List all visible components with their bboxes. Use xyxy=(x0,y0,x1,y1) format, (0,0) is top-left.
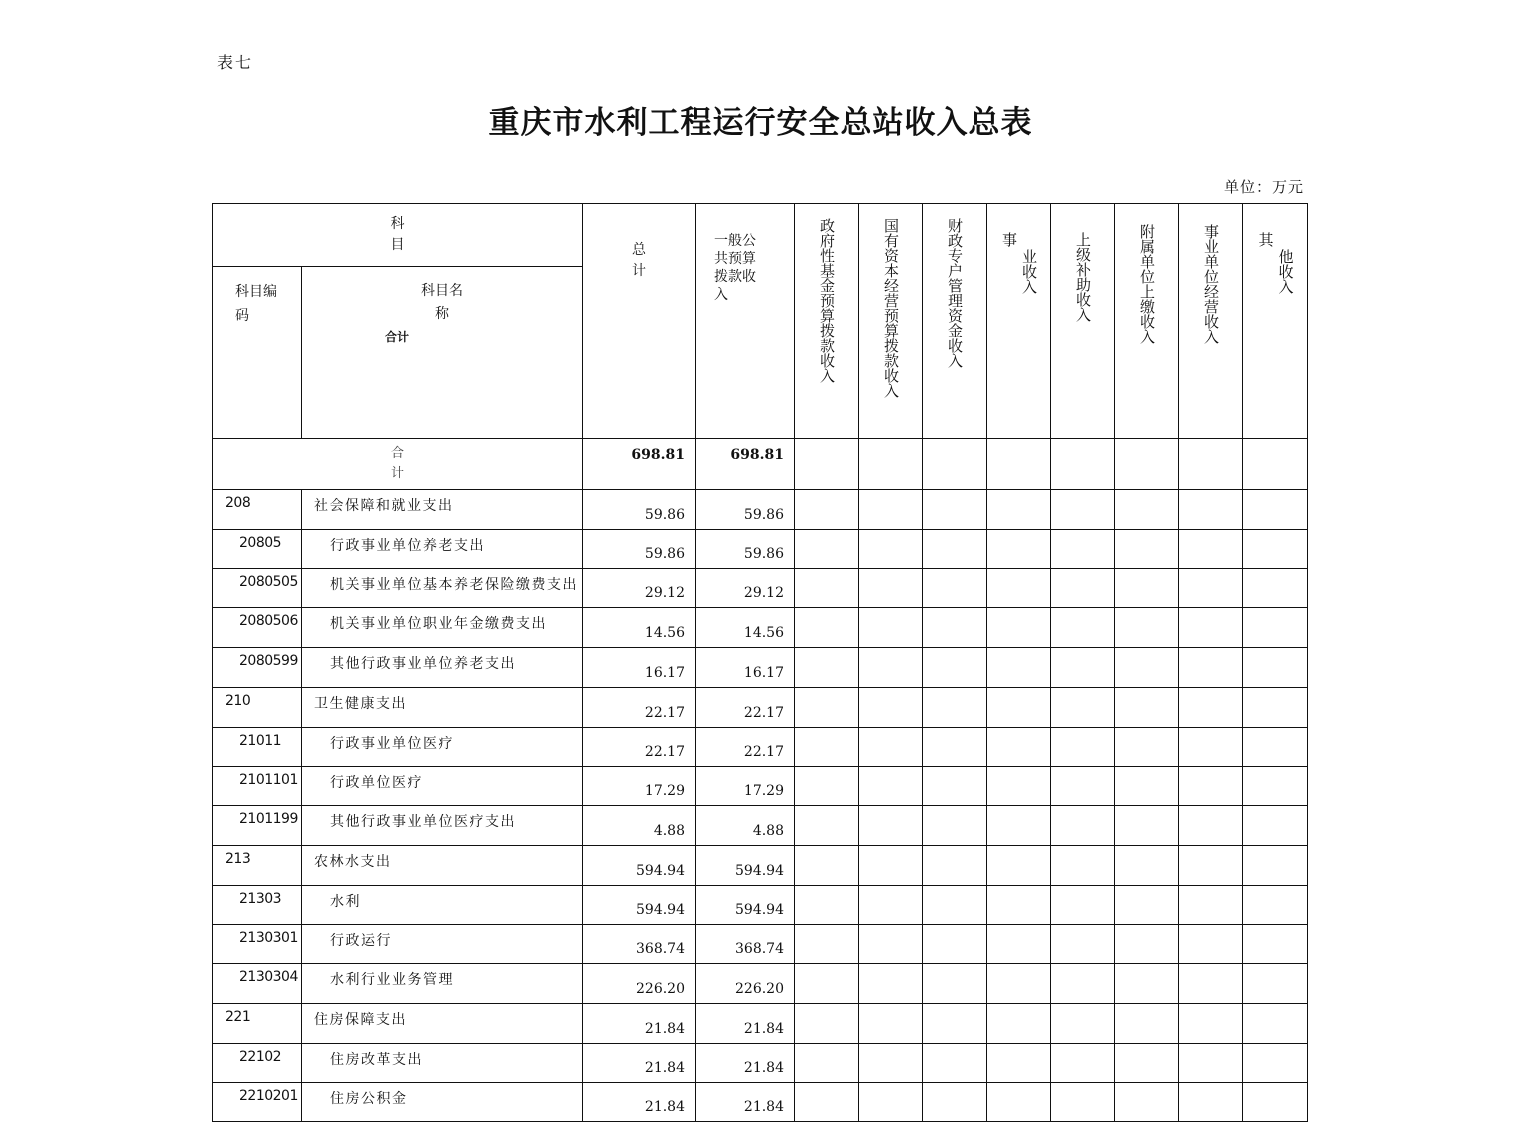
empty-cell xyxy=(987,530,1051,569)
empty-cell xyxy=(1243,846,1308,886)
empty-cell xyxy=(923,608,987,648)
empty-cell xyxy=(987,439,1051,490)
empty-cell xyxy=(859,648,923,688)
empty-cell xyxy=(987,767,1051,806)
code-header xyxy=(213,267,302,439)
subject-code: 2130304 xyxy=(213,964,302,1004)
empty-cell xyxy=(987,648,1051,688)
subject-code: 20805 xyxy=(213,530,302,569)
empty-cell xyxy=(1243,1004,1308,1044)
empty-cell xyxy=(1115,964,1179,1004)
empty-cell xyxy=(1115,886,1179,925)
empty-cell xyxy=(1051,569,1115,608)
empty-cell xyxy=(795,439,859,490)
table-row xyxy=(213,648,1308,688)
empty-cell xyxy=(859,490,923,530)
empty-cell xyxy=(1179,490,1243,530)
empty-cell xyxy=(987,569,1051,608)
empty-cell xyxy=(1115,1044,1179,1083)
empty-cell xyxy=(1115,806,1179,846)
business-ops-label: 事业单位经营收入 xyxy=(1202,224,1220,344)
empty-cell xyxy=(923,1004,987,1044)
empty-cell xyxy=(795,1083,859,1122)
empty-cell xyxy=(1243,569,1308,608)
state-capital-header xyxy=(859,204,923,439)
subject-name: 机关事业单位基本养老保险缴费支出 xyxy=(302,569,583,608)
empty-cell xyxy=(1179,530,1243,569)
gov-fund-label: 政府性基金预算拨款收入 xyxy=(818,218,836,383)
row-total: 368.74 xyxy=(583,925,696,964)
empty-cell xyxy=(795,806,859,846)
business-income-header xyxy=(987,204,1051,439)
subject-code: 2080599 xyxy=(213,648,302,688)
empty-cell xyxy=(1243,1083,1308,1122)
empty-cell xyxy=(1179,806,1243,846)
empty-cell xyxy=(1243,530,1308,569)
empty-cell xyxy=(1051,846,1115,886)
name-header-line1: 科目名 xyxy=(421,283,463,299)
subject-name: 行政单位医疗 xyxy=(302,767,583,806)
row-total: 21.84 xyxy=(583,1044,696,1083)
other-income-header xyxy=(1243,204,1308,439)
subject-name: 住房保障支出 xyxy=(302,1004,583,1044)
empty-cell xyxy=(859,688,923,728)
empty-cell xyxy=(1243,728,1308,767)
row-general-budget: 594.94 xyxy=(696,886,795,925)
empty-cell xyxy=(1051,806,1115,846)
row-total: 21.84 xyxy=(583,1004,696,1044)
empty-cell xyxy=(1243,648,1308,688)
empty-cell xyxy=(1051,530,1115,569)
empty-cell xyxy=(1179,1044,1243,1083)
empty-cell xyxy=(1115,688,1179,728)
empty-cell xyxy=(1051,925,1115,964)
empty-cell xyxy=(1243,1044,1308,1083)
income-summary-table xyxy=(212,203,1308,1122)
empty-cell xyxy=(1179,728,1243,767)
empty-cell xyxy=(1243,886,1308,925)
row-general-budget: 22.17 xyxy=(696,728,795,767)
empty-cell xyxy=(859,806,923,846)
empty-cell xyxy=(987,964,1051,1004)
empty-cell xyxy=(859,1083,923,1122)
total-header-line2: 计 xyxy=(632,263,646,279)
row-total: 17.29 xyxy=(583,767,696,806)
empty-cell xyxy=(987,608,1051,648)
empty-cell xyxy=(987,886,1051,925)
empty-cell xyxy=(987,846,1051,886)
empty-cell xyxy=(1115,648,1179,688)
empty-cell xyxy=(1051,1083,1115,1122)
code-header-line1: 科目编 xyxy=(235,284,277,300)
subject-code: 2101101 xyxy=(213,767,302,806)
empty-cell xyxy=(859,569,923,608)
empty-cell xyxy=(859,925,923,964)
table-row xyxy=(213,688,1308,728)
row-general-budget: 594.94 xyxy=(696,846,795,886)
subject-name: 社会保障和就业支出 xyxy=(302,490,583,530)
subject-name: 行政运行 xyxy=(302,925,583,964)
row-total: 22.17 xyxy=(583,728,696,767)
table-row xyxy=(213,530,1308,569)
page-title: 重庆市水利工程运行安全总站收入总表 xyxy=(488,105,1033,141)
table-row xyxy=(213,1083,1308,1122)
name-header-line3: 合计 xyxy=(384,330,409,344)
subject-name: 农林水支出 xyxy=(302,846,583,886)
general-budget-line2: 共预算 xyxy=(714,251,756,267)
empty-cell xyxy=(923,728,987,767)
row-general-budget: 21.84 xyxy=(696,1083,795,1122)
special-fund-header xyxy=(923,204,987,439)
subject-name: 卫生健康支出 xyxy=(302,688,583,728)
subject-code: 221 xyxy=(213,1004,302,1044)
empty-cell xyxy=(1179,688,1243,728)
empty-cell xyxy=(1115,767,1179,806)
subject-header-line2: 目 xyxy=(390,237,405,253)
total-row-label-line1: 合 xyxy=(390,446,404,461)
empty-cell xyxy=(859,846,923,886)
empty-cell xyxy=(987,925,1051,964)
subject-code: 22102 xyxy=(213,1044,302,1083)
special-fund-label: 财政专户管理资金收入 xyxy=(946,218,964,368)
table-row xyxy=(213,1004,1308,1044)
empty-cell xyxy=(1115,490,1179,530)
empty-cell xyxy=(1115,569,1179,608)
row-general-budget: 16.17 xyxy=(696,648,795,688)
empty-cell xyxy=(795,846,859,886)
subject-code: 2080506 xyxy=(213,608,302,648)
empty-cell xyxy=(1243,964,1308,1004)
empty-cell xyxy=(859,1044,923,1083)
total-row-label xyxy=(213,439,583,490)
table-row xyxy=(213,569,1308,608)
row-total: 21.84 xyxy=(583,1083,696,1122)
table-row xyxy=(213,490,1308,530)
subject-code: 2101199 xyxy=(213,806,302,846)
row-total: 22.17 xyxy=(583,688,696,728)
superior-subsidy-header xyxy=(1051,204,1115,439)
empty-cell xyxy=(923,806,987,846)
row-general-budget: 17.29 xyxy=(696,767,795,806)
subject-name: 机关事业单位职业年金缴费支出 xyxy=(302,608,583,648)
state-capital-label: 国有资本经营预算拨款收入 xyxy=(882,218,900,398)
row-general-budget: 21.84 xyxy=(696,1044,795,1083)
empty-cell xyxy=(923,648,987,688)
empty-cell xyxy=(1115,439,1179,490)
row-general-budget: 21.84 xyxy=(696,1004,795,1044)
table-row xyxy=(213,608,1308,648)
name-header xyxy=(302,267,583,439)
empty-cell xyxy=(795,964,859,1004)
business-ops-header xyxy=(1179,204,1243,439)
empty-cell xyxy=(1115,530,1179,569)
empty-cell xyxy=(923,688,987,728)
subject-code: 213 xyxy=(213,846,302,886)
subject-name: 水利 xyxy=(302,886,583,925)
empty-cell xyxy=(1243,925,1308,964)
total-row-label-line2: 计 xyxy=(390,466,404,481)
total-row-general-budget: 698.81 xyxy=(696,439,795,490)
empty-cell xyxy=(1051,490,1115,530)
empty-cell xyxy=(987,1004,1051,1044)
empty-cell xyxy=(987,1044,1051,1083)
subject-name: 行政事业单位养老支出 xyxy=(302,530,583,569)
general-budget-line3: 拨款收 xyxy=(714,269,756,285)
empty-cell xyxy=(1179,1004,1243,1044)
empty-cell xyxy=(923,846,987,886)
table-row xyxy=(213,767,1308,806)
empty-cell xyxy=(795,608,859,648)
empty-cell xyxy=(987,490,1051,530)
row-total: 226.20 xyxy=(583,964,696,1004)
row-total: 29.12 xyxy=(583,569,696,608)
empty-cell xyxy=(1179,925,1243,964)
empty-cell xyxy=(795,648,859,688)
empty-cell xyxy=(1243,767,1308,806)
empty-cell xyxy=(1179,608,1243,648)
empty-cell xyxy=(1243,806,1308,846)
empty-cell xyxy=(923,490,987,530)
empty-cell xyxy=(795,728,859,767)
business-income-label-a: 事 xyxy=(1000,232,1018,247)
empty-cell xyxy=(987,688,1051,728)
empty-cell xyxy=(795,1044,859,1083)
empty-cell xyxy=(1179,886,1243,925)
subject-code: 2130301 xyxy=(213,925,302,964)
table-number-label: 表七 xyxy=(217,53,254,72)
unit-label: 单位：万元 xyxy=(1223,178,1304,196)
subject-code: 208 xyxy=(213,490,302,530)
empty-cell xyxy=(1115,1004,1179,1044)
table-row xyxy=(213,886,1308,925)
row-total: 4.88 xyxy=(583,806,696,846)
empty-cell xyxy=(1115,608,1179,648)
empty-cell xyxy=(1051,608,1115,648)
subject-name: 住房改革支出 xyxy=(302,1044,583,1083)
total-header-line1: 总 xyxy=(632,242,646,258)
empty-cell xyxy=(1051,1044,1115,1083)
empty-cell xyxy=(923,439,987,490)
empty-cell xyxy=(795,767,859,806)
table-row xyxy=(213,1044,1308,1083)
row-general-budget: 226.20 xyxy=(696,964,795,1004)
empty-cell xyxy=(1179,648,1243,688)
empty-cell xyxy=(1179,846,1243,886)
business-income-label-b: 业收入 xyxy=(1020,249,1038,294)
row-total: 16.17 xyxy=(583,648,696,688)
empty-cell xyxy=(1051,886,1115,925)
empty-cell xyxy=(923,925,987,964)
empty-cell xyxy=(795,886,859,925)
row-general-budget: 4.88 xyxy=(696,806,795,846)
subject-code: 21303 xyxy=(213,886,302,925)
subject-code: 2210201 xyxy=(213,1083,302,1122)
empty-cell xyxy=(795,688,859,728)
empty-cell xyxy=(795,490,859,530)
subject-name: 水利行业业务管理 xyxy=(302,964,583,1004)
row-general-budget: 59.86 xyxy=(696,490,795,530)
empty-cell xyxy=(859,1004,923,1044)
row-total: 594.94 xyxy=(583,886,696,925)
row-total: 594.94 xyxy=(583,846,696,886)
empty-cell xyxy=(859,767,923,806)
empty-cell xyxy=(1051,1004,1115,1044)
empty-cell xyxy=(1243,439,1308,490)
empty-cell xyxy=(859,608,923,648)
row-general-budget: 59.86 xyxy=(696,530,795,569)
empty-cell xyxy=(1051,767,1115,806)
empty-cell xyxy=(795,1004,859,1044)
empty-cell xyxy=(923,1044,987,1083)
row-total: 59.86 xyxy=(583,490,696,530)
empty-cell xyxy=(1179,439,1243,490)
empty-cell xyxy=(923,767,987,806)
empty-cell xyxy=(1051,648,1115,688)
other-income-label-b: 他收入 xyxy=(1276,249,1295,294)
row-total: 59.86 xyxy=(583,530,696,569)
empty-cell xyxy=(795,925,859,964)
empty-cell xyxy=(987,806,1051,846)
empty-cell xyxy=(1051,728,1115,767)
empty-cell xyxy=(923,886,987,925)
empty-cell xyxy=(1179,964,1243,1004)
total-row-total: 698.81 xyxy=(583,439,696,490)
affiliated-unit-label: 附属单位上缴收入 xyxy=(1138,224,1156,344)
table-row xyxy=(213,806,1308,846)
subject-code: 210 xyxy=(213,688,302,728)
empty-cell xyxy=(859,728,923,767)
empty-cell xyxy=(987,728,1051,767)
table-row xyxy=(213,925,1308,964)
empty-cell xyxy=(923,530,987,569)
empty-cell xyxy=(1179,1083,1243,1122)
subject-header-line1: 科 xyxy=(390,216,405,232)
subject-name: 行政事业单位医疗 xyxy=(302,728,583,767)
empty-cell xyxy=(1179,569,1243,608)
row-general-budget: 29.12 xyxy=(696,569,795,608)
empty-cell xyxy=(923,964,987,1004)
subject-name: 其他行政事业单位医疗支出 xyxy=(302,806,583,846)
table-body xyxy=(213,490,1308,1122)
empty-cell xyxy=(859,886,923,925)
general-budget-line1: 一般公 xyxy=(714,233,756,249)
gov-fund-header xyxy=(795,204,859,439)
empty-cell xyxy=(1243,490,1308,530)
subject-code: 21011 xyxy=(213,728,302,767)
other-income-label-a: 其 xyxy=(1256,232,1275,247)
superior-subsidy-label: 上级补助收入 xyxy=(1074,232,1092,322)
empty-cell xyxy=(1243,608,1308,648)
empty-cell xyxy=(1051,964,1115,1004)
empty-cell xyxy=(1115,1083,1179,1122)
empty-cell xyxy=(795,530,859,569)
subject-name: 其他行政事业单位养老支出 xyxy=(302,648,583,688)
subject-group-header xyxy=(213,204,583,267)
general-budget-line4: 入 xyxy=(714,287,728,303)
subject-name: 住房公积金 xyxy=(302,1083,583,1122)
empty-cell xyxy=(859,964,923,1004)
table-row xyxy=(213,846,1308,886)
row-general-budget: 368.74 xyxy=(696,925,795,964)
table-row xyxy=(213,964,1308,1004)
empty-cell xyxy=(923,569,987,608)
empty-cell xyxy=(859,439,923,490)
table-row xyxy=(213,728,1308,767)
empty-cell xyxy=(859,530,923,569)
empty-cell xyxy=(1051,688,1115,728)
affiliated-unit-header xyxy=(1115,204,1179,439)
general-budget-header xyxy=(696,204,795,439)
row-total: 14.56 xyxy=(583,608,696,648)
row-general-budget: 14.56 xyxy=(696,608,795,648)
row-general-budget: 22.17 xyxy=(696,688,795,728)
empty-cell xyxy=(987,1083,1051,1122)
empty-cell xyxy=(1243,688,1308,728)
empty-cell xyxy=(795,569,859,608)
total-header xyxy=(583,204,696,439)
empty-cell xyxy=(1051,439,1115,490)
empty-cell xyxy=(1179,767,1243,806)
subject-code: 2080505 xyxy=(213,569,302,608)
empty-cell xyxy=(923,1083,987,1122)
empty-cell xyxy=(1115,728,1179,767)
empty-cell xyxy=(1115,846,1179,886)
name-header-line2: 称 xyxy=(435,306,449,322)
code-header-line2: 码 xyxy=(235,308,249,324)
empty-cell xyxy=(1115,925,1179,964)
